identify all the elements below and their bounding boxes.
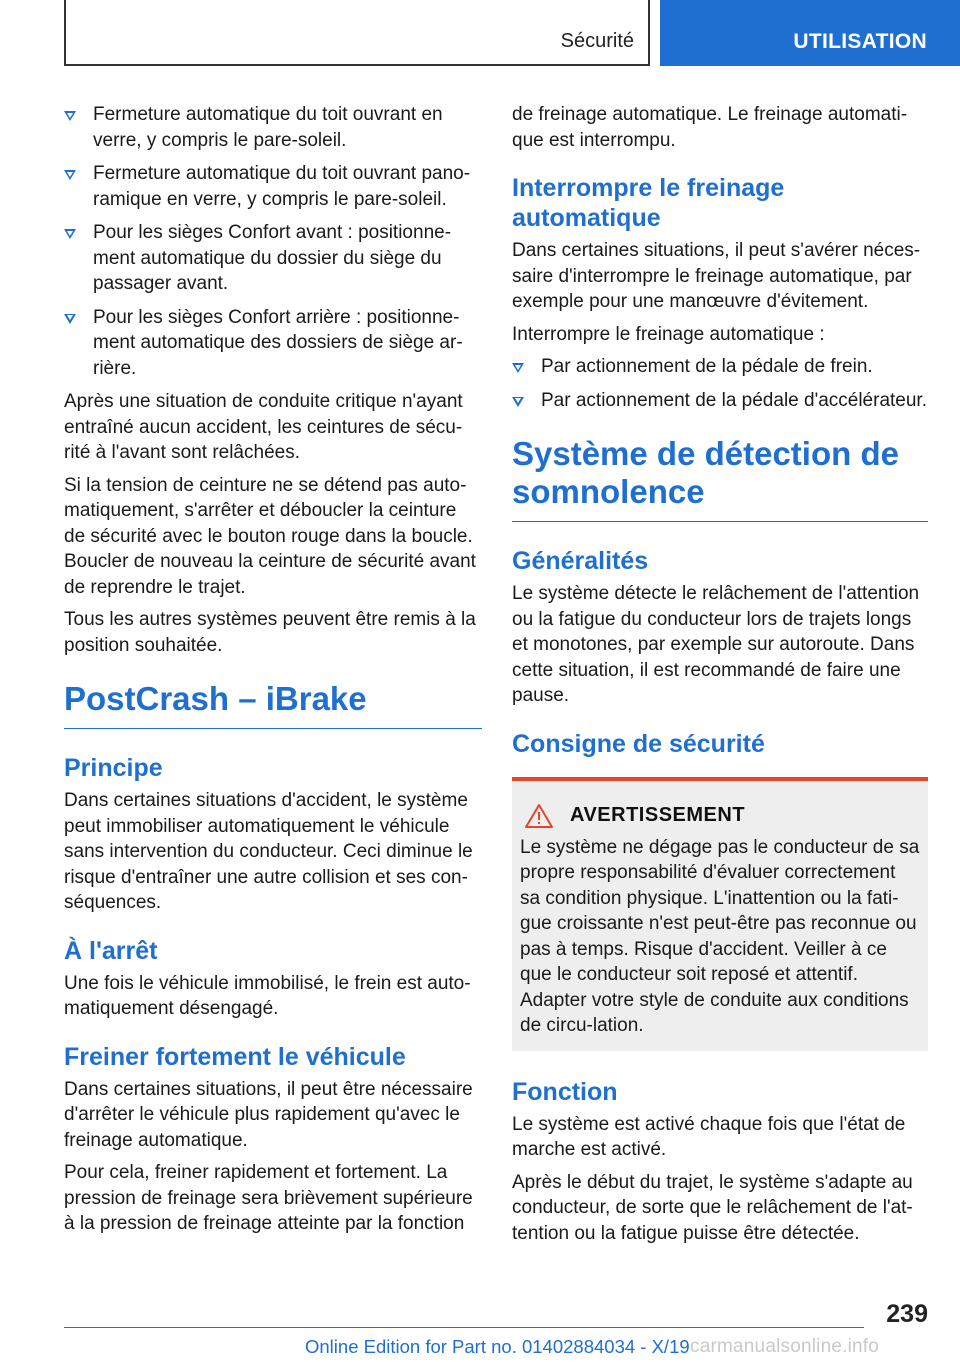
list-item: Pour les sièges Confort avant : positionne-ment automatique du dossier du siège du passager avant. [64,220,482,297]
page-number: 239 [886,1300,928,1328]
footer-watermark: carmanualsonline.info [690,1336,880,1357]
footer-divider [64,1327,864,1328]
bullet-triangle-icon [64,170,76,180]
right-column [512,102,928,1253]
subheading-arret: À l'arrêt [64,936,158,965]
subheading-freiner: Freiner fortement le véhicule [64,1042,406,1071]
paragraph: Après le début du trajet, le système s'adapte au conducteur, de sorte que le relâchement de l'at-tention ou la fatigue puisse être détectée. [512,1171,913,1244]
paragraph: Interrompre le freinage automatique : [512,323,825,345]
list-item: Pour les sièges Confort arrière : positionne-ment automatique des dossiers de siège ar-rière. [64,305,482,382]
bullet-triangle-icon [64,314,76,324]
paragraph: Tous les autres systèmes peuvent être remis à la position souhaitée. [64,609,476,656]
bullet-triangle-icon [64,229,76,239]
subheading-interrompre: Interrompre le freinage automatique [512,174,785,232]
bullet-list [64,102,482,381]
paragraph: Le système est activé chaque fois que l'état de marche est activé. [512,1113,906,1160]
left-column [64,102,482,1244]
paragraph: de freinage automatique. Le freinage automati-que est interrompu. [512,104,908,151]
paragraph: Pour cela, freiner rapidement et fortement. La pression de freinage sera brièvement supérieure à la pression de freinage atteinte par la fonction [64,1162,473,1234]
list-item: Par actionnement de la pédale d'accélérateur. [512,388,928,414]
bullet-triangle-icon [64,111,76,121]
warning-box [512,777,928,1051]
list-item: Fermeture automatique du toit ouvrant pano-ramique en verre, y compris le pare-soleil. [64,161,482,212]
subheading-generalites: Généralités [512,547,649,575]
paragraph: Dans certaines situations, il peut être nécessaire d'arrêter le véhicule plus rapidement qu'avec le freinage automatique. [64,1078,473,1151]
subheading-principe: Principe [64,754,163,782]
list-item: Fermeture automatique du toit ouvrant en verre, y compris le pare-soleil. [64,102,482,153]
header-chapter-tab [660,0,960,66]
footer-edition: Online Edition for Part no. 01402884034 - X/19 [305,1336,690,1357]
warning-text: Le système ne dégage pas le conducteur de sa propre responsabilité d'évaluer correctement sa condition physique. L'inattention ou la fati-gue croissante n'est peut-être pas reconnue ou pas à temps. Risque d'accident. Veiller à ce que le conducteur soit reposé et attentif. Adapter votre style de conduite aux conditions de circu-lation. [520,836,920,1036]
bullet-triangle-icon [512,397,524,407]
section-heading-postcrash: PostCrash – iBrake [64,680,482,729]
bullet-list [512,354,928,413]
warning-title: AVERTISSEMENT [570,804,746,826]
list-item: Par actionnement de la pédale de frein. [512,354,928,380]
paragraph: Une fois le véhicule immobilisé, le frein est auto-matiquement désengagé. [64,972,471,1019]
warning-header [520,803,920,829]
header-chapter-title: UTILISATION [793,30,927,53]
paragraph: Le système détecte le relâchement de l'attention ou la fatigue du conducteur lors de trajets longs et monotones, par exemple sur autoroute. Dans cette situation, il est recommandé de faire une pause. [512,583,920,706]
header-section-tab [64,0,650,66]
subheading-consigne: Consigne de sécurité [512,729,765,758]
paragraph: Si la tension de ceinture ne se détend pas auto-matiquement, s'arrêter et déboucler la ceinture de sécurité avec le bouton rouge dans la boucle. Boucler de nouveau la ceinture de sécurité avant de reprendre le trajet. [64,474,476,598]
bullet-triangle-icon [512,363,524,373]
paragraph: Dans certaines situations d'accident, le système peut immobiliser automatiquement le véhicule sans intervention du conducteur. Ceci diminue le risque d'entraîner une autre collision et ses con-séquences. [64,790,473,913]
section-heading-somnolence: Système de détection de somnolence [512,435,928,522]
header-section-title: Sécurité [560,30,634,52]
paragraph: Après une situation de conduite critique n'ayant entraîné aucun accident, les ceintures de sécu-rité à l'avant sont relâchées. [64,391,463,463]
paragraph: Dans certaines situations, il peut s'avérer néces-saire d'interrompre le freinage automatique, par exemple pour une manœuvre d'évitement. [512,240,921,312]
subheading-fonction: Fonction [512,1077,618,1106]
warning-triangle-icon [524,803,554,829]
